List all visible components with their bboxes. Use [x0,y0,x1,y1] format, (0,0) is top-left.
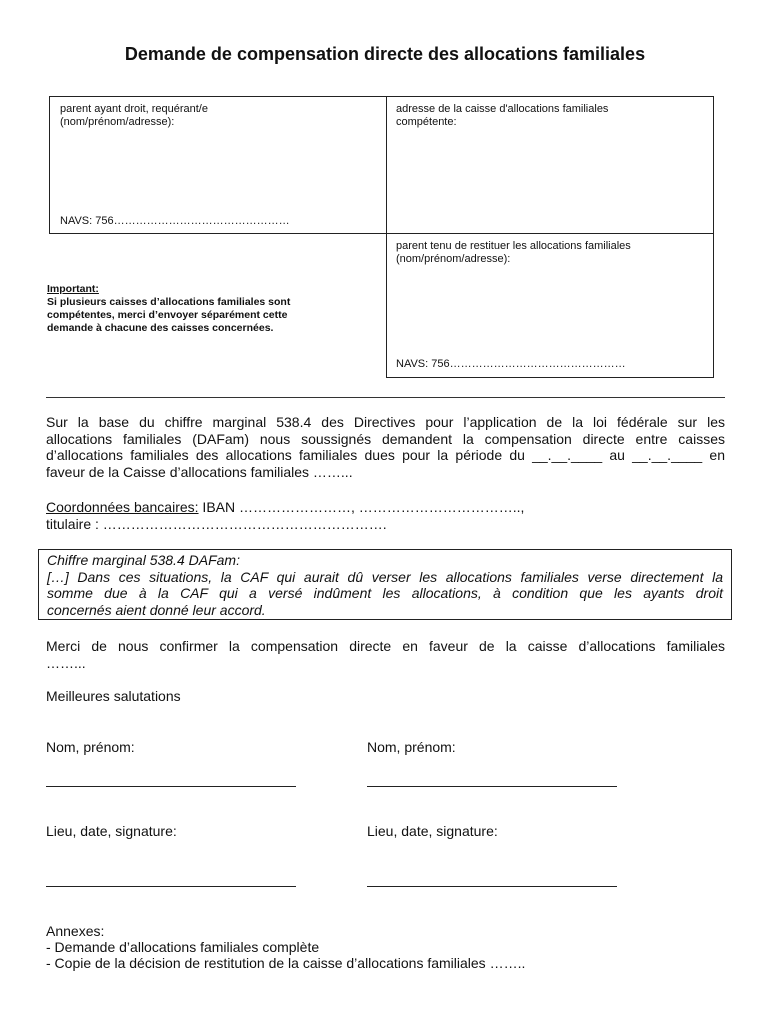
place-label-left: Lieu, date, signature: [46,823,177,839]
annexes [46,923,525,971]
bank-label: Coordonnées bancaires: [46,499,199,515]
refund-parent-label-line1: parent tenu de restituer les allocations familiales [396,240,631,252]
applicant-navs: NAVS: 756………………………………………… [60,215,290,227]
basis-line4: faveur de la Caisse d’allocations familiales ……... [46,463,353,480]
important-line1: Si plusieurs caisses d’allocations familiales sont [47,296,291,308]
refund-parent-label-line2: (nom/prénom/adresse): [396,253,511,265]
confirm-paragraph [46,638,725,671]
annex-item-1: - Demande d’allocations familiales complète [46,939,320,955]
refund-parent-box[interactable] [386,233,714,378]
refund-parent-label [396,240,631,266]
signature-line-right[interactable] [367,886,617,887]
place-label-right: Lieu, date, signature: [367,823,498,839]
refund-parent-navs: NAVS: 756………………………………………… [396,358,626,370]
applicant-label [60,103,208,129]
holder-field[interactable]: titulaire : ……………………………………………………. [46,515,387,532]
important-line2: compétentes, merci d’envoyer séparément cette [47,309,288,321]
quote-heading: Chiffre marginal 538.4 DAFam: [47,552,240,568]
iban-field[interactable]: IBAN ……………………, …………………………….., [198,499,525,515]
basis-line1: Sur la base du chiffre marginal 538.4 des Directives pour l’application de la loi fédérale sur les [46,414,725,430]
fund-address-label-line2: compétente: [396,116,457,128]
applicant-box[interactable] [49,96,387,234]
annexes-heading: Annexes: [46,923,105,939]
signature-line-left[interactable] [46,886,296,887]
confirm-line1: Merci de nous confirmer la compensation directe en faveur de la caisse d’allocations familiales [46,638,725,654]
quote-line3: concernés aient donné leur accord. [47,601,266,618]
name-line-right[interactable] [367,786,617,787]
name-label-left: Nom, prénom: [46,739,135,755]
important-heading: Important: [47,283,99,295]
confirm-line2: ……... [46,654,86,671]
greeting: Meilleures salutations [46,688,181,704]
important-note [47,283,290,335]
name-label-right: Nom, prénom: [367,739,456,755]
annex-item-2: - Copie de la décision de restitution de la caisse d’allocations familiales …….. [46,955,526,971]
fund-address-box[interactable] [386,96,714,234]
basis-line2: allocations familiales (DAFam) nous soussignés demandent la compensation directe entre caisses [46,430,725,447]
applicant-label-line2: (nom/prénom/adresse): [60,116,175,128]
separator-line [46,397,725,398]
quote-box [38,549,732,620]
fund-address-label-line1: adresse de la caisse d'allocations familiales [396,103,609,115]
document-title: Demande de compensation directe des allocations familiales [124,44,646,64]
fund-address-label [396,103,608,129]
bank-details [46,499,725,532]
applicant-label-line1: parent ayant droit, requérant/e [60,103,208,115]
important-line3: demande à chacune des caisses concernées. [47,322,274,334]
name-line-left[interactable] [46,786,296,787]
basis-line3: d’allocations familiales des allocations familiales dues pour la période du __.__.____ au __.__.____ en [46,447,725,463]
quote-line2: somme due à la CAF qui a versé indûment les allocations, à condition que les ayants droit [47,585,723,601]
basis-paragraph [46,414,725,480]
quote-line1: […] Dans ces situations, la CAF qui aurait dû verser les allocations familiales verse directement la [47,568,723,585]
